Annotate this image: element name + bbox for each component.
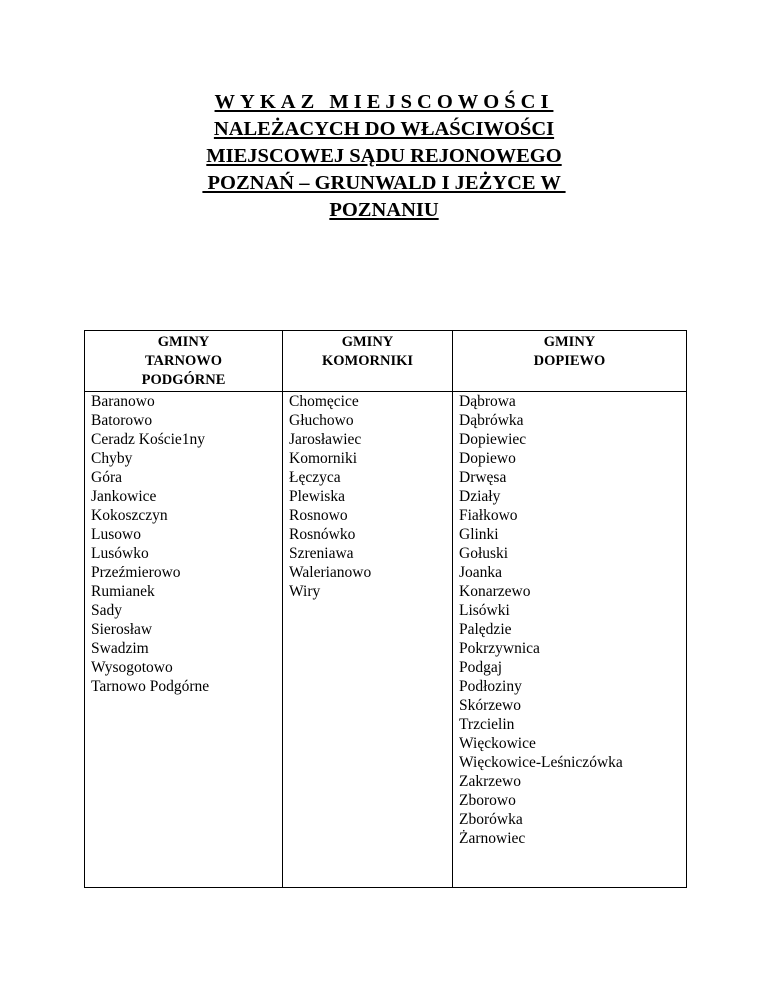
header-text: KOMORNIKI [321,353,414,369]
table-body-row [85,392,687,888]
header-text: DOPIEWO [533,353,606,369]
places-list-tarnowo-podgorne [91,392,276,696]
list-item: Podgaj [459,659,503,676]
municipalities-table [84,330,687,888]
list-item: Jankowice [91,488,157,505]
places-cell-komorniki [283,392,453,888]
list-item: Lusówko [91,545,149,562]
list-item: Lisówki [459,602,510,619]
places-cell-dopiewo [453,392,687,888]
list-item: Więckowice [459,735,536,752]
places-list-komorniki [289,392,446,601]
list-item: Głuchowo [289,412,354,429]
header-text: GMINY [157,334,210,350]
document-title [0,89,768,224]
title-line-1: WYKAZ MIEJSCOWOŚCI [214,91,554,113]
header-text: GMINY [543,334,596,350]
list-item: Glinki [459,526,499,543]
list-item: Dopiewiec [459,431,527,448]
list-item: Lusowo [91,526,141,543]
list-item: Działy [459,488,501,505]
title-line-2: NALEŻACYCH DO WŁAŚCIWOŚCI [213,118,555,140]
list-item: Żarnowiec [459,830,526,847]
list-item: Plewiska [289,488,345,505]
list-item: Batorowo [91,412,153,429]
list-item: Podłoziny [459,678,522,695]
list-item: Kokoszczyn [91,507,168,524]
list-item: Skórzewo [459,697,521,714]
title-line-4: POZNAŃ – GRUNWALD I JEŻYCE W [202,172,566,194]
list-item: Jarosławiec [289,431,362,448]
list-item: Fiałkowo [459,507,518,524]
list-item: Palędzie [459,621,512,638]
list-item: Sierosław [91,621,153,638]
list-item: Rosnowo [289,507,348,524]
table-header-row [85,331,687,392]
list-item: Zborowo [459,792,516,809]
list-item: Łęczyca [289,469,341,486]
list-item: Dopiewo [459,450,516,467]
list-item: Chyby [91,450,133,467]
list-item: Gołuski [459,545,509,562]
list-item: Zborówka [459,811,523,828]
list-item: Wiry [289,583,321,600]
list-item: Pokrzywnica [459,640,540,657]
list-item: Baranowo [91,393,155,410]
header-text: PODGÓRNE [141,372,226,388]
list-item: Rosnówko [289,526,356,543]
list-item: Drwęsa [459,469,507,486]
header-komorniki [283,331,453,392]
list-item: Rumianek [91,583,155,600]
list-item: Joanka [459,564,503,581]
header-dopiewo [453,331,687,392]
list-item: Komorniki [289,450,358,467]
list-item: Wysogotowo [91,659,173,676]
places-list-dopiewo [459,392,680,848]
header-text: TARNOWO [144,353,223,369]
header-tarnowo-podgorne [85,331,283,392]
list-item: Swadzim [91,640,149,657]
title-line-3: MIEJSCOWEJ SĄDU REJONOWEGO [206,145,562,167]
list-item: Góra [91,469,122,486]
list-item: Dąbrowa [459,393,516,410]
list-item: Chomęcice [289,393,359,410]
list-item: Walerianowo [289,564,372,581]
list-item: Sady [91,602,122,619]
list-item: Ceradz Koście1ny [91,431,206,448]
list-item: Zakrzewo [459,773,521,790]
list-item: Przeźmierowo [91,564,181,581]
list-item: Tarnowo Podgórne [91,678,210,695]
places-cell-tarnowo-podgorne [85,392,283,888]
list-item: Konarzewo [459,583,531,600]
list-item: Więckowice-Leśniczówka [459,754,623,771]
list-item: Dąbrówka [459,412,524,429]
list-item: Trzcielin [459,716,515,733]
title-line-5: POZNANIU [329,199,439,221]
header-text: GMINY [341,334,394,350]
list-item: Szreniawa [289,545,354,562]
